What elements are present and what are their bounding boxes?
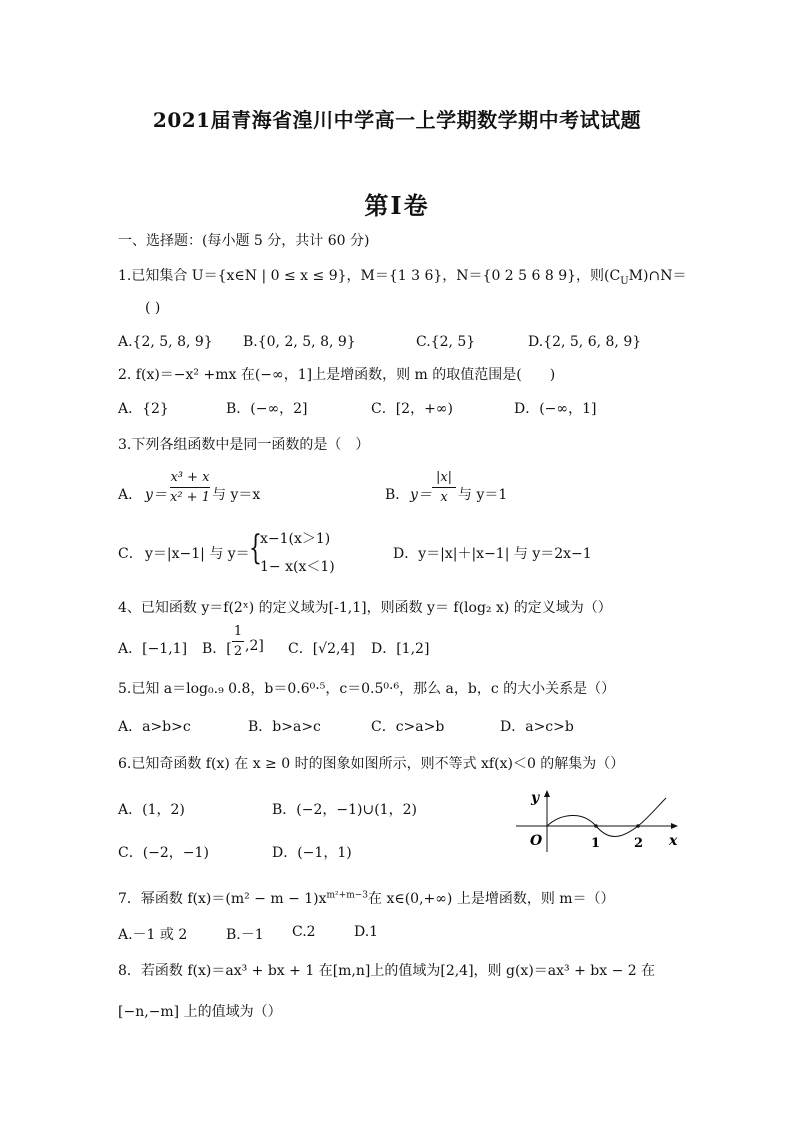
q2-option-c: C．[2，+∞) xyxy=(371,401,453,417)
q7-stem-a: 7．幂函数 f(x)＝(m² − m − 1)x xyxy=(118,891,327,907)
q3-option-b-tail: 与 y＝1 xyxy=(458,487,508,503)
q7-option-c: C.2 xyxy=(292,924,316,940)
q3-option-a-fraction xyxy=(170,470,210,505)
x-axis-label: x xyxy=(669,833,678,849)
fraction-bar xyxy=(170,487,210,488)
q4-option-b-prefix: B．[ xyxy=(202,641,232,657)
q3-option-a-denominator: x² + 1 xyxy=(170,490,210,505)
q4-option-b-numerator: 1 xyxy=(233,624,243,639)
q3-option-a-numerator: x³ + x xyxy=(170,470,210,485)
q7-stem-exponent: m²+m−3 xyxy=(326,890,368,901)
q6-function-graph xyxy=(512,784,682,856)
q2-option-b: B．(−∞，2] xyxy=(226,401,308,417)
q6-option-c: C．(−2，−1) xyxy=(118,845,209,861)
q6-option-d: D．(−1，1) xyxy=(272,845,352,861)
q2-option-d: D．(−∞，1] xyxy=(514,401,597,417)
q6-option-a: A．(1，2) xyxy=(118,802,185,818)
q3-option-d: D．y＝|x|＋|x−1| 与 y＝2x−1 xyxy=(393,546,592,562)
volume-heading: 第Ⅰ卷 xyxy=(364,191,430,220)
q7-stem-b: 在 x∈(0,+∞) 上是增函数，则 m＝（） xyxy=(368,891,615,907)
q4-option-a: A．[−1,1] xyxy=(118,641,188,657)
question-1-stem xyxy=(118,265,686,287)
q7-option-a: A.－1 或 2 xyxy=(118,927,188,943)
question-3-stem: 3.下列各组函数中是同一函数的是（ ） xyxy=(118,437,370,453)
exam-title: 2021届青海省湟川中学高一上学期数学期中考试试题 xyxy=(152,108,642,132)
question-5-stem: 5.已知 a＝log₀.₉ 0.8，b＝0.6⁰·⁵，c＝0.5⁰·⁶，那么 a，b，c 的大小关系是（） xyxy=(118,681,616,697)
tick-label-1: 1 xyxy=(591,836,601,851)
x-axis-arrow xyxy=(671,823,678,829)
tick-label-2: 2 xyxy=(634,836,644,851)
q3-option-c-case1: x−1(x＞1) xyxy=(260,531,331,547)
question-8-stem-2: [−n,−m] 上的值域为（） xyxy=(118,1004,282,1020)
root-point-2 xyxy=(636,824,640,828)
q4-option-d: D．[1,2] xyxy=(371,641,430,657)
question-6-stem: 6.已知奇函数 f(x) 在 x ≥ 0 时的图象如图所示，则不等式 xf(x)＜0 的解集为（） xyxy=(118,756,625,772)
q3-option-b-prefix: B． xyxy=(385,487,410,503)
q7-option-b: B.－1 xyxy=(226,927,264,943)
q3-option-b-denominator: x xyxy=(440,490,448,505)
q3-option-a-prefix: A． xyxy=(118,487,143,503)
q3-option-b-y: y＝ xyxy=(410,487,432,503)
q3-option-b-fraction xyxy=(432,470,456,505)
q4-option-b-tail: ,2] xyxy=(245,638,264,654)
q1-stem-text: 1.已知集合 U＝{x∈N | 0 ≤ x ≤ 9}，M＝{1 3 6}，N＝{0 2 5 6 8 9}，则(C xyxy=(118,268,621,284)
q5-option-c: C．c>a>b xyxy=(371,719,445,735)
section-heading: 一、选择题：(每小题 5 分，共计 60 分) xyxy=(118,233,370,249)
root-point-1 xyxy=(594,824,598,828)
q4-option-b-fraction xyxy=(232,624,244,659)
question-1-paren: ( ) xyxy=(145,300,161,316)
q4-option-c: C．[√2,4] xyxy=(288,641,355,657)
function-curve xyxy=(547,798,666,837)
q1-stem-sub: U xyxy=(620,275,629,287)
q1-stem-tail: M)∩N＝ xyxy=(628,268,687,284)
q5-option-a: A．a>b>c xyxy=(118,719,191,735)
q3-option-a-tail: 与 y＝x xyxy=(212,487,261,503)
q2-option-a: A．{2} xyxy=(118,401,169,417)
fraction-bar xyxy=(232,641,244,642)
y-axis-arrow xyxy=(544,790,550,797)
y-axis-label: y xyxy=(531,790,540,806)
q4-option-b-denominator: 2 xyxy=(233,644,243,659)
q3-option-b-numerator: |x| xyxy=(435,470,453,485)
q3-option-c-prefix: C． xyxy=(118,546,143,562)
q5-option-d: D．a>c>b xyxy=(500,719,574,735)
q6-option-b: B．(−2，−1)∪(1，2) xyxy=(272,802,417,818)
q3-option-c-text: y＝|x−1| 与 y＝ xyxy=(145,546,250,562)
question-4-stem: 4、已知函数 y＝f(2ˣ) 的定义域为[-1,1]，则函数 y＝ f(log₂ x) 的定义域为（） xyxy=(118,600,612,616)
q1-option-c: C.{2, 5} xyxy=(416,334,476,350)
q7-option-d: D.1 xyxy=(354,924,379,940)
brace: { xyxy=(249,528,262,568)
question-2-stem: 2. f(x)＝−x² +mx 在(−∞，1]上是增函数，则 m 的取值范围是( ) xyxy=(118,367,556,383)
question-8-stem: 8．若函数 f(x)＝ax³ + bx + 1 在[m,n]上的值域为[2,4]，则 g(x)＝ax³ + bx − 2 在 xyxy=(118,963,656,979)
fraction-bar xyxy=(432,487,456,488)
q1-option-a: A.{2, 5, 8, 9} xyxy=(118,334,213,350)
q3-option-c-case2: 1− x(x＜1) xyxy=(260,559,335,575)
question-7-stem xyxy=(118,888,615,908)
q1-option-d: D.{2, 5, 6, 8, 9} xyxy=(528,334,642,350)
q5-option-b: B．b>a>c xyxy=(248,719,321,735)
q3-option-a-y: y＝ xyxy=(145,487,167,503)
q1-option-b: B.{0, 2, 5, 8, 9} xyxy=(243,334,356,350)
origin-label: O xyxy=(530,833,543,849)
